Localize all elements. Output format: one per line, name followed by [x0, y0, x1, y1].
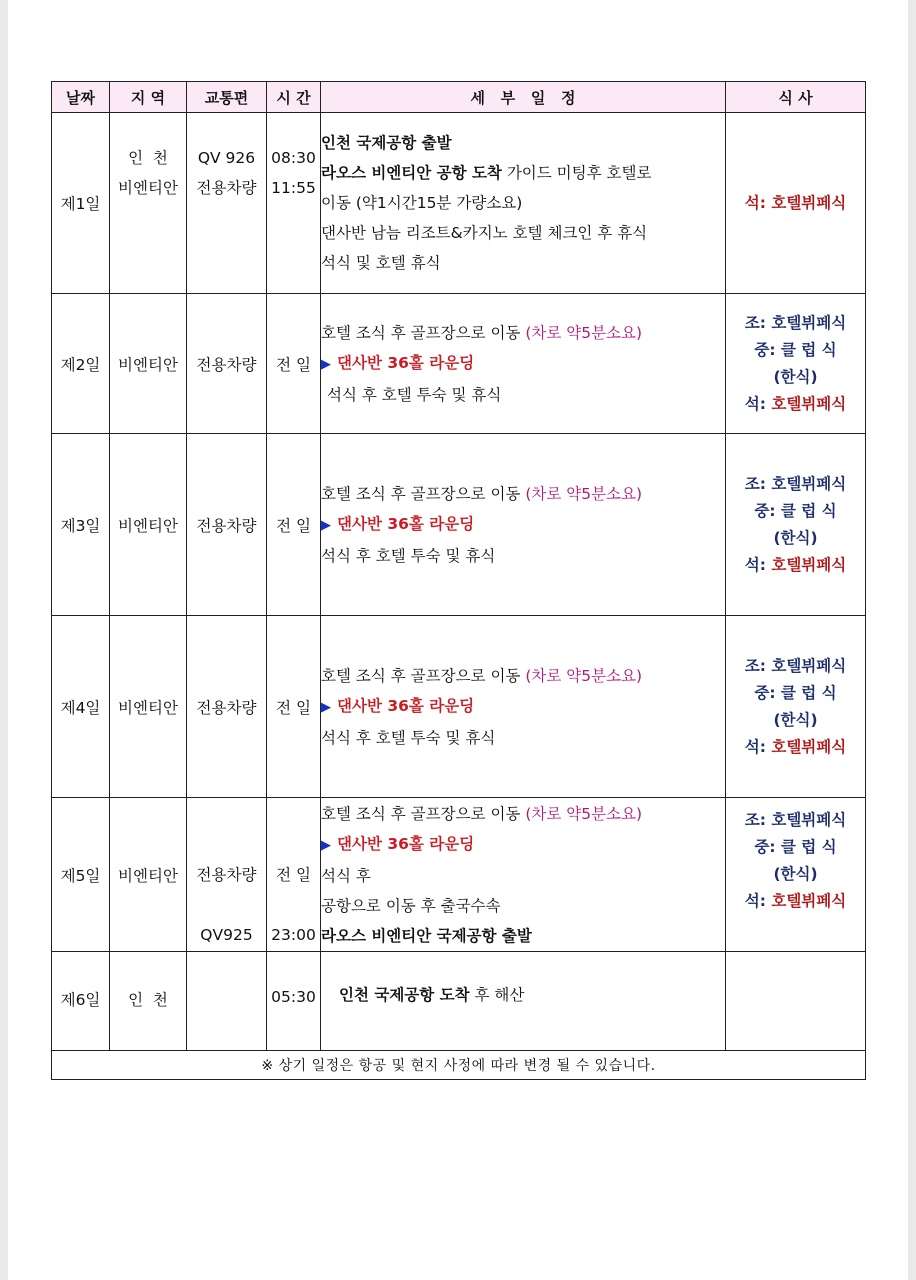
meal-prefix: 석:: [744, 555, 766, 574]
region-cell: 비엔티안: [110, 798, 187, 952]
meal-dinner: [726, 190, 865, 217]
meal-dinner: [726, 888, 865, 915]
transport-cell: 전용차량: [187, 616, 267, 798]
transport-cell: 전용차량: [187, 434, 267, 616]
meal-lunch: [726, 680, 865, 707]
time-cell: 전 일: [267, 294, 321, 434]
day-text: 제6일: [60, 991, 101, 1009]
schedule-line: 공항으로 이동 후 출국수속: [321, 896, 501, 915]
play-triangle-icon: ▶: [321, 699, 331, 715]
meal-note: (한식): [773, 367, 818, 386]
day-label: 제5일: [52, 798, 110, 952]
round-text: 댄사반 36홀 라운딩: [337, 514, 475, 533]
itinerary-table: [51, 81, 866, 1080]
time-text: 05:30: [271, 988, 316, 1006]
time-cell: [267, 113, 321, 294]
schedule-text: 호텔 조식 후 골프장으로 이동: [321, 804, 521, 823]
time-cell: 전 일: [267, 434, 321, 616]
meal-note: (한식): [773, 865, 818, 883]
header-detail: 세 부 일 정: [321, 82, 726, 113]
meal-value: 호텔뷔페식: [771, 892, 847, 910]
table-row-day1: [52, 113, 866, 294]
footer-row: [52, 1051, 866, 1080]
time-text: 11:55: [271, 179, 316, 197]
region-cell: 비엔티안: [110, 434, 187, 616]
page-edge-left: [0, 0, 8, 1280]
transport-cell: [187, 798, 267, 952]
meal-lunch: [726, 337, 865, 364]
meal-cell: [726, 434, 866, 616]
schedule-line: 이동 (약1시간15분 가량소요): [321, 194, 523, 212]
round-text: 댄사반 36홀 라운딩: [337, 353, 475, 372]
schedule-text: 호텔 조식 후 골프장으로 이동: [321, 666, 521, 685]
region-text: 인 천: [128, 991, 168, 1009]
detail-cell: [321, 616, 726, 798]
detail-cell: [321, 952, 726, 1051]
play-triangle-icon: ▶: [321, 517, 331, 533]
schedule-text: 호텔 조식 후 골프장으로 이동: [321, 323, 521, 342]
meal-value: 클 럽 식: [780, 340, 837, 359]
meal-note: (한식): [773, 710, 818, 729]
meal-prefix: 석:: [744, 394, 766, 413]
meal-cell: [726, 616, 866, 798]
meal-value: 호텔뷔페식: [771, 313, 847, 332]
schedule-line: [321, 479, 725, 509]
meal-value: 호텔뷔페식: [771, 193, 847, 212]
arrival-text: 라오스 비엔티안 공항 도착: [321, 164, 502, 182]
schedule-line: [321, 158, 725, 188]
meal-dinner: [726, 552, 865, 579]
schedule-line: [321, 661, 725, 691]
meal-prefix: 석:: [744, 892, 766, 910]
duration-note: (차로 약5분소요): [525, 666, 643, 685]
table-row-day4: [52, 616, 866, 798]
duration-note: (차로 약5분소요): [525, 323, 643, 342]
schedule-line: [321, 318, 725, 348]
header-region: 지 역: [110, 82, 187, 113]
round-text: 댄사반 36홀 라운딩: [337, 696, 475, 715]
region-text: 인 천: [128, 149, 168, 167]
meal-value: 호텔뷔페식: [771, 811, 847, 829]
meal-note: (한식): [773, 528, 818, 547]
schedule-text: 호텔 조식 후 골프장으로 이동: [321, 484, 521, 503]
play-triangle-icon: ▶: [321, 356, 331, 372]
schedule-line: 석식 후 호텔 투숙 및 휴식: [321, 546, 496, 565]
meal-value: 클 럽 식: [780, 838, 837, 856]
detail-cell: [321, 294, 726, 434]
meal-value: 호텔뷔페식: [771, 555, 847, 574]
duration-note: (차로 약5분소요): [525, 804, 643, 823]
page-edge-right: [908, 0, 916, 1280]
table-row-day5: [52, 798, 866, 952]
schedule-line: [321, 691, 725, 723]
schedule-line: [321, 799, 725, 829]
schedule-line: [321, 348, 725, 380]
region-cell: 비엔티안: [110, 616, 187, 798]
meal-breakfast: [726, 310, 865, 337]
transport-text: QV 926: [197, 149, 256, 167]
meal-cell: [726, 798, 866, 952]
header-date: 날짜: [52, 82, 110, 113]
time-cell: [267, 798, 321, 952]
meal-breakfast: [726, 471, 865, 498]
transport-cell: 전용차량: [187, 294, 267, 434]
day-label: 제1일: [52, 113, 110, 294]
time-cell: 전 일: [267, 616, 321, 798]
meal-prefix: 조:: [744, 313, 766, 332]
time-text: 전 일: [276, 865, 311, 884]
header-row: [52, 82, 866, 113]
transport-cell: [187, 952, 267, 1051]
schedule-text: 가이드 미팅후 호텔로: [501, 164, 652, 182]
day-label: 제4일: [52, 616, 110, 798]
detail-cell: [321, 798, 726, 952]
meal-cell: [726, 294, 866, 434]
meal-value: 클 럽 식: [780, 683, 837, 702]
meal-prefix: 중:: [754, 838, 776, 856]
round-text: 댄사반 36홀 라운딩: [337, 834, 475, 853]
schedule-line: 석식 후 호텔 투숙 및 휴식: [327, 385, 502, 404]
meal-lunch: [726, 498, 865, 525]
footer-note: ※ 상기 일정은 항공 및 현지 사정에 따라 변경 될 수 있습니다.: [52, 1051, 866, 1080]
meal-breakfast: [726, 807, 865, 834]
region-cell: [110, 113, 187, 294]
meal-prefix: 중:: [754, 683, 776, 702]
meal-prefix: 석:: [744, 193, 766, 212]
meal-lunch: [726, 834, 865, 861]
header-transport: 교통편: [187, 82, 267, 113]
region-text: 비엔티안: [118, 179, 178, 197]
schedule-line: [321, 829, 725, 861]
meal-value: 호텔뷔페식: [771, 394, 847, 413]
table-row-day6: [52, 952, 866, 1051]
header-meal: 식 사: [726, 82, 866, 113]
schedule-line: [321, 509, 725, 541]
meal-prefix: 조:: [744, 474, 766, 493]
meal-value: 호텔뷔페식: [771, 474, 847, 493]
meal-dinner: [726, 391, 865, 418]
region-cell: 비엔티안: [110, 294, 187, 434]
meal-dinner: [726, 734, 865, 761]
day-label: 제3일: [52, 434, 110, 616]
schedule-line: 석식 후: [321, 866, 371, 885]
day-label: [52, 952, 110, 1051]
schedule-line: 석식 및 호텔 휴식: [321, 254, 441, 272]
schedule-line: [339, 980, 725, 1010]
schedule-line: 인천 국제공항 출발: [321, 134, 452, 152]
table-row-day2: [52, 294, 866, 434]
region-cell: [110, 952, 187, 1051]
meal-value: 호텔뷔페식: [771, 737, 847, 756]
table-row-day3: [52, 434, 866, 616]
meal-value: 클 럽 식: [780, 501, 837, 520]
meal-prefix: 석:: [744, 737, 766, 756]
schedule-line: 라오스 비엔티안 국제공항 출발: [321, 926, 532, 945]
detail-cell: [321, 434, 726, 616]
meal-cell: [726, 952, 866, 1051]
meal-prefix: 중:: [754, 501, 776, 520]
day-label: 제2일: [52, 294, 110, 434]
meal-breakfast: [726, 653, 865, 680]
time-text: 23:00: [271, 925, 316, 944]
schedule-text: 후 해산: [469, 986, 525, 1004]
header-time: 시 간: [267, 82, 321, 113]
transport-text: 전용차량: [196, 179, 257, 197]
schedule-line: 댄사반 남늠 리조트&카지노 호텔 체크인 후 휴식: [321, 224, 648, 242]
transport-text: QV925: [200, 925, 253, 944]
meal-prefix: 조:: [744, 656, 766, 675]
arrival-text: 인천 국제공항 도착: [339, 986, 470, 1004]
transport-text: 전용차량: [196, 865, 257, 884]
meal-prefix: 조:: [744, 811, 766, 829]
play-triangle-icon: ▶: [321, 837, 331, 853]
detail-cell: [321, 113, 726, 294]
duration-note: (차로 약5분소요): [525, 484, 643, 503]
time-text: 08:30: [271, 149, 316, 167]
transport-cell: [187, 113, 267, 294]
time-cell: [267, 952, 321, 1051]
meal-value: 호텔뷔페식: [771, 656, 847, 675]
schedule-line: 석식 후 호텔 투숙 및 휴식: [321, 728, 496, 747]
meal-cell: [726, 113, 866, 294]
meal-prefix: 중:: [754, 340, 776, 359]
